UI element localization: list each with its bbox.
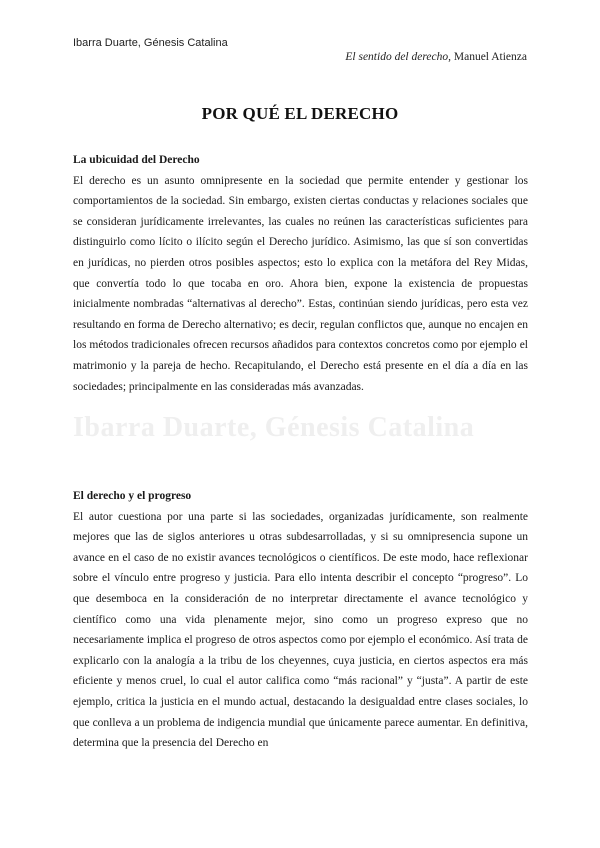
header-work-title: El sentido del derecho [345, 51, 449, 63]
section-body: El autor cuestiona por una parte si las sociedades, organizadas jurídicamente, son realmente mejores que las de siglos anteriores u otras subdesarrolladas, y si su omnipresencia supone un avance en el caso de no existir avances tecnológicos o científicos. De este modo, hace reflexionar sobre el vínculo entre progreso y justicia. Para ello intenta describir el concepto “progreso”. Lo que desemboca en la consideración de no interpretar directamente el avance tecnológico y científico como una vida plenamente mejor, sino como un progreso expreso que no necesariamente implica el progreso de otros aspectos como por ejemplo el económico. Así trata de explicarlo con la analogía a la tribu de los cheyennes, cuya justicia, en ciertos aspectos era más eficiente y menos cruel, lo cual el autor califica como “más racional” y “justa”. A partir de este ejemplo, critica la justicia en el mundo actual, destacando la desigualdad entre clases sociales, lo que conlleva a un problema de indigencia mundial que únicamente parece aumentar. En definitiva, determina que la presencia del Derecho en [73, 510, 528, 750]
section-heading: La ubicuidad del Derecho [73, 154, 200, 166]
header-author: Ibarra Duarte, Génesis Catalina [73, 37, 228, 49]
section-ubicuidad [73, 150, 528, 397]
section-body: El derecho es un asunto omnipresente en la sociedad que permite entender y gestionar los comportamientos de la sociedad. Sin embargo, existen ciertas conductas y relaciones sociales que se consideran jurídicamente irrelevantes, las cuales no reúnen las características suficientes para distinguirlo como lícito o ilícito según el Derecho jurídico. Asimismo, las que sí son convertidas en jurídicas, no pierden otros posibles aspectos; esto lo explica con la metáfora del Rey Midas, que convertía todo lo que tocaba en oro. Ahora bien, expone la existencia de propuestas inicialmente nombradas “alternativas al derecho”. Estas, continúan siendo jurídicas, pero esta vez resultando en forma de Derecho alternativo; es decir, regulan conflictos que, aunque no encajen en los métodos tradicionales ofrecen recursos añadidos para contextos concretos como por ejemplo el matrimonio y la pareja de hecho. Recapitulando, el Derecho está presente en el día a día en las sociedades; principalmente en las consideradas más avanzadas. [73, 174, 528, 393]
document-title: POR QUÉ EL DERECHO [201, 104, 399, 123]
section-progreso [73, 486, 528, 754]
header-work-author: , Manuel Atienza [448, 51, 527, 63]
watermark-text: Ibarra Duarte, Génesis Catalina [73, 412, 475, 443]
header-reference [345, 51, 527, 63]
section-heading: El derecho y el progreso [73, 490, 192, 502]
